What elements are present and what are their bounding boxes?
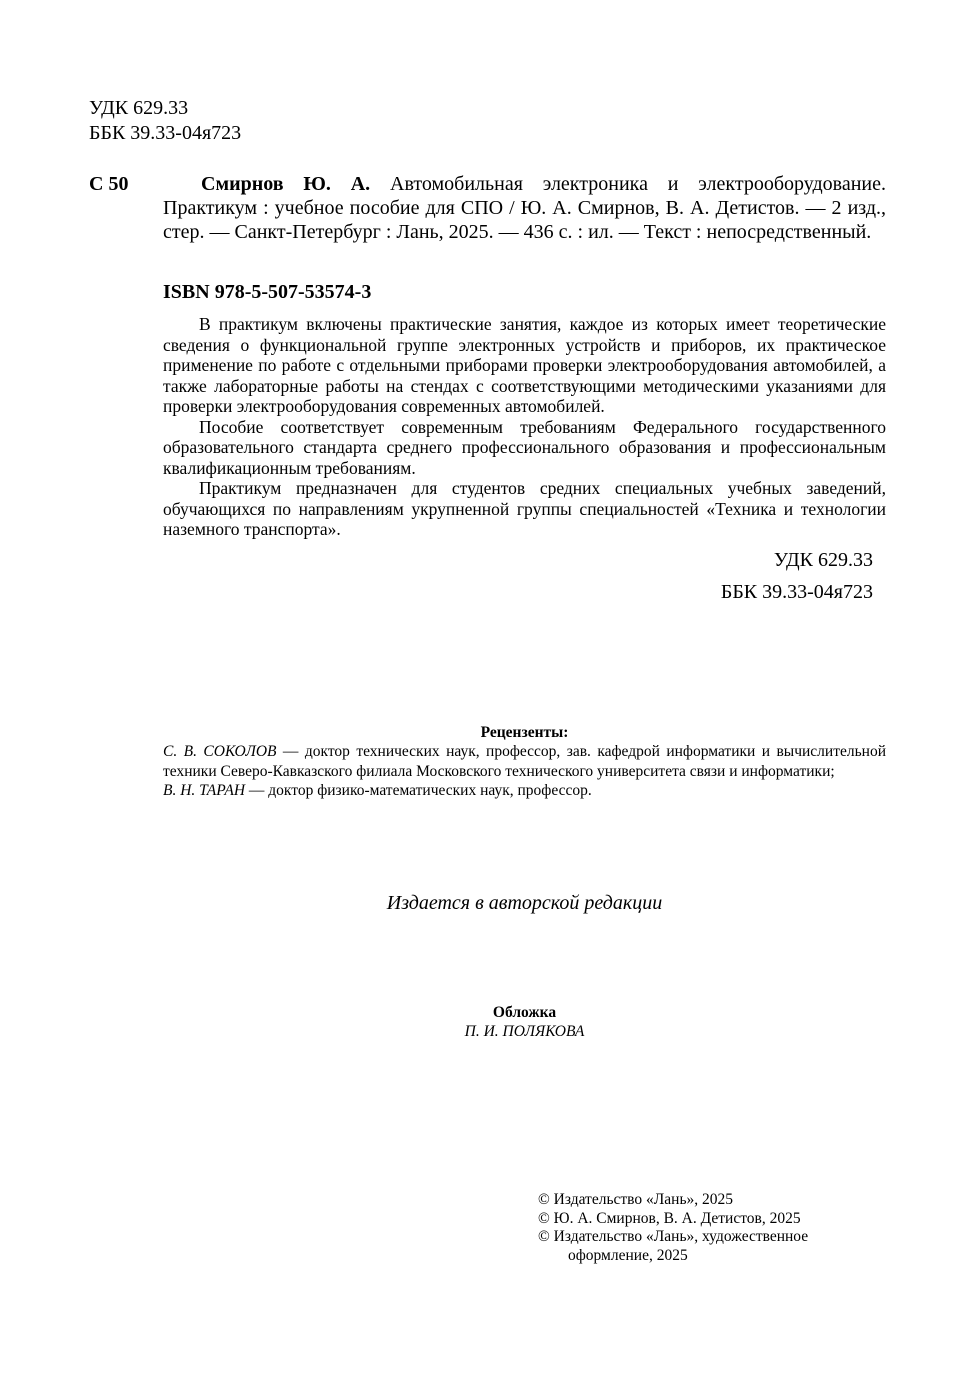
udk-code: УДК 629.33: [773, 549, 873, 571]
abstract-paragraph: Практикум предназначен для студентов средних специальных учебных заведений, обучающихся по направлениям укрупненной группы специальностей «Техника и технологии наземного транспорта».: [163, 478, 886, 539]
abstract-paragraph: В практикум включены практические занятия, каждое из которых имеет теоретические сведения о функциональной группе электронных устройств и приборов, их практическое применение по работе с отдельными приборами проверки электрооборудования автомобилей, а также лабораторные работы на стендах с соответствующими методическими указаниями для проверки электрооборудования современных автомобилей.: [163, 314, 886, 416]
reviewer-item: [163, 781, 886, 801]
copyright-line: © Издательство «Лань», художественное: [538, 1228, 809, 1245]
copyright-line: оформление, 2025: [568, 1246, 688, 1264]
reviewer-credentials: — доктор физико-математических наук, профессор.: [245, 782, 592, 799]
author-mark: С 50: [89, 173, 129, 195]
copyright-line: © Ю. А. Смирнов, В. А. Детистов, 2025: [538, 1209, 801, 1227]
entry-description: Автомобильная электроника и электрооборудование. Практикум : учебное пособие для СПО / Ю. А. Смирнов, В. А. Детистов. — 2 изд., стер. — Санкт-Петербург : Лань, 2025. — 436 с. : ил. — Текст : непосредственный.: [163, 173, 886, 243]
classification-bottom: [560, 544, 873, 608]
entry-author: Смирнов Ю. А.: [201, 173, 371, 195]
bibliographic-entry: [163, 172, 886, 244]
reviewer-name: В. Н. ТАРАН: [163, 782, 246, 799]
reviewer-credentials: — доктор технических наук, профессор, зав. кафедрой информатики и вычислительной техники Северо-Кавказского филиала Московского технического университета связи и информатики;: [163, 743, 887, 780]
reviewers-title: Рецензенты:: [480, 724, 569, 741]
copyright-line: © Издательство «Лань», 2025: [538, 1191, 734, 1208]
udk-code: УДК 629.33: [89, 97, 189, 119]
abstract-paragraph: Пособие соответствует современным требованиям Федерального государственного образовательного стандарта среднего профессионального образования и профессиональным квалификационным требованиям.: [163, 416, 886, 478]
classification-top: [89, 96, 241, 146]
reviewers-list: [163, 742, 886, 801]
cover-title: Обложка: [492, 1004, 557, 1021]
reviewer-item: [163, 742, 886, 781]
reviewer-name: С. В. СОКОЛОВ: [163, 743, 277, 760]
copyright-block: [538, 1191, 858, 1265]
isbn: ISBN 978-5-507-53574-3: [163, 281, 372, 303]
abstract: [163, 314, 886, 540]
bbk-code: ББК 39.33-04я723: [720, 581, 873, 603]
bbk-code: ББК 39.33-04я723: [89, 122, 242, 144]
cover-designer: П. И. ПОЛЯКОВА: [464, 1023, 585, 1040]
edition-note: Издается в авторской редакции: [386, 892, 663, 914]
